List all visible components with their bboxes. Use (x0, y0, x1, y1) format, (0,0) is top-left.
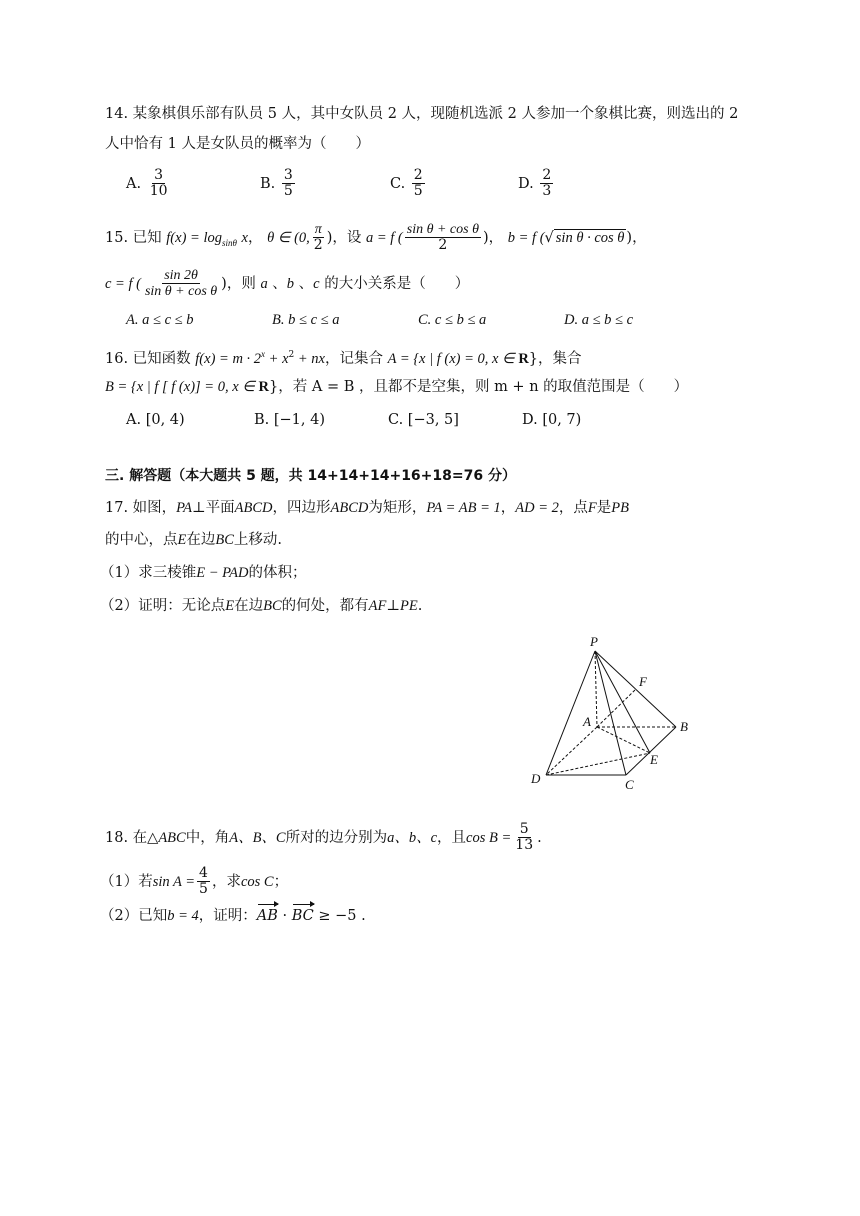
q14-option-a: A. $\frac{3}{10}$ (126, 167, 168, 200)
q14-line2: 人中恰有 1 人是女队员的概率为（ ） (105, 136, 370, 152)
q16-line2: B = {x | f [ f (x)] = 0, x ∈ R}，若 A = B ，且都不是空集，则 m + n 的取值范围是（ ） (105, 379, 689, 395)
q17-line1: 17. 如图，PA⊥平面ABCD，四边形ABCD为矩形，PA = AB = 1，AD = 2，点F是PB (105, 500, 629, 516)
edge-pc (595, 651, 626, 775)
q15-line2: c = f ( $\frac{\sin 2\theta}{\text{sin θ + cos θ}}$ )，则 a 、b 、c 的大小关系是（ ） (105, 268, 470, 300)
q16-option-d: D. [0, 7) (522, 412, 582, 428)
q16-option-c: C. [−3, 5] (388, 412, 459, 428)
vector-bc: BC (291, 908, 314, 924)
q14-option-c: C. $\frac{2}{5}$ (390, 167, 423, 200)
edge-pb (595, 651, 676, 727)
q18-part2: （2）已知b = 4，证明：AB · BC ≥ −5 . (100, 908, 366, 924)
q17-part1: （1）求三棱锥E − PAD的体积； (100, 565, 307, 581)
q16-line1: 16. 已知函数 $f(x) = m \cdot 2^x + x^2$ + nx，记集合 A = {x | f (x) = 0, x ∈ R}，集合 (105, 349, 582, 367)
vector-ab: AB (256, 908, 278, 924)
label-f: F (639, 674, 647, 689)
edge-af (597, 689, 636, 727)
q18-line1: 18. 在△ABC中，角A、B、C所对的边分别为a、b、c，且cos B = $\frac{5}{13}$ . (105, 821, 542, 854)
edge-de (546, 753, 650, 775)
edge-pa (595, 651, 597, 727)
label-p: P (590, 634, 598, 649)
edge-ad (546, 727, 597, 775)
q15-option-a: A. a ≤ c ≤ b (126, 312, 194, 328)
q15-line1: 15. 已知 $f(x) = \log_{sin\theta} x$， θ ∈ (0, $\frac{\pi}{2}$ )，设 a = f ( $\frac{\text{sin θ + cos θ}}{2}$ )， b = f (√ sin θ · cos θ )， (105, 222, 647, 254)
q15-option-d: D. a ≤ b ≤ c (564, 312, 634, 328)
q14-line1: 14. 某象棋俱乐部有队员 5 人，其中女队员 2 人，现随机选派 2 人参加一个象棋比赛，则选出的 2 (105, 106, 739, 122)
q17-line2: 的中心，点E在边BC上移动. (105, 532, 282, 548)
q14-option-b: B. $\frac{3}{5}$ (260, 167, 293, 200)
edge-ae (597, 727, 650, 753)
label-e: E (650, 752, 658, 767)
q14-option-d: D. $\frac{2}{3}$ (518, 167, 552, 200)
q15-option-c: C. c ≤ b ≤ a (418, 312, 487, 328)
edge-cb (626, 727, 676, 775)
label-c: C (625, 777, 634, 792)
label-b: B (680, 719, 688, 734)
pyramid-figure (528, 630, 698, 792)
q16-option-b: B. [−1, 4) (254, 412, 326, 428)
q16-option-a: A. [0, 4) (126, 412, 185, 428)
edge-pd (546, 651, 595, 775)
label-a: A (583, 714, 591, 729)
label-d: D (531, 771, 541, 786)
q17-part2: （2）证明：无论点E在边BC的何处，都有AF⊥PE. (100, 598, 423, 614)
q18-part1: （1）若sin A = $\frac{4}{5}$ ，求cos C； (100, 865, 289, 898)
q15-option-b: B. b ≤ c ≤ a (272, 312, 340, 328)
section-3-title: 三. 解答题（本大题共 5 题，共 14+14+14+16+18=76 分） (105, 468, 516, 484)
